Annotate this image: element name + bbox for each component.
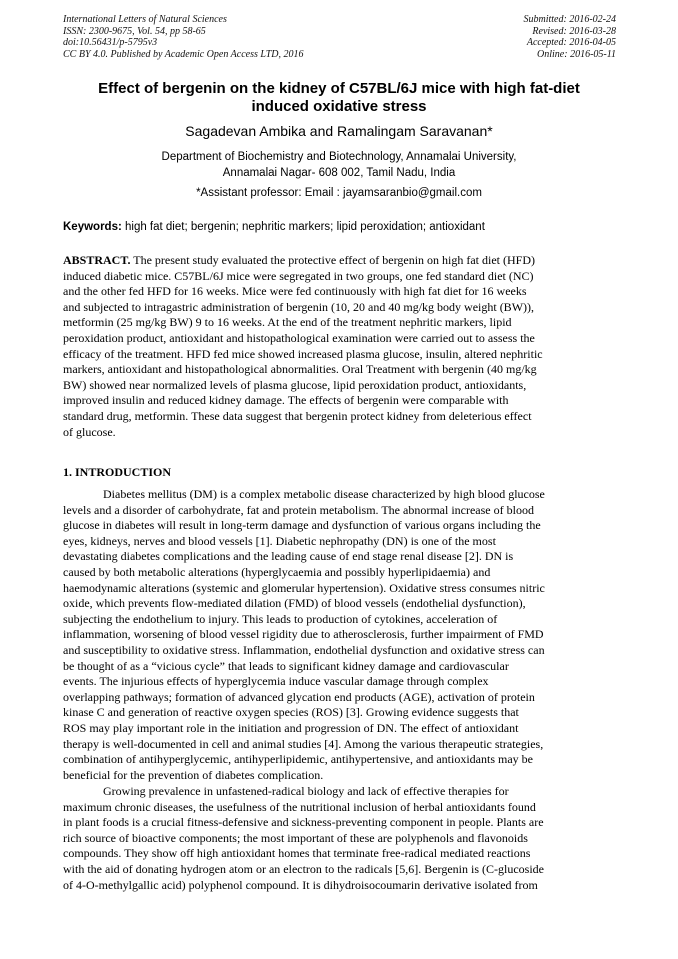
paragraph-line: ROS may play important role in the initiation and progression of DN. The effect of antioxidant: [63, 720, 519, 735]
paragraph-line: glucose in diabetes will result in long-term damage and dysfunction of various organs including the: [63, 518, 541, 533]
paragraph-line: combination of antihyperglycemic, antihyperlipidemic, antihypertensive, and antioxidants may be: [63, 752, 533, 767]
introduction-paragraph: [63, 487, 615, 783]
abstract-text: The present study evaluated the protective effect of bergenin on high fat diet (HFD): [130, 253, 536, 267]
abstract-line: [63, 253, 615, 269]
abstract: [63, 253, 615, 440]
paragraph-line: and susceptibility to oxidative stress. Inflammation, endothelial dysfunction and oxidative stress can: [63, 642, 545, 657]
paragraph-line: therapy is well-documented in cell and animal studies [4]. Among the various therapeutic strategies,: [63, 736, 544, 751]
abstract-line: markers, antioxidant and histopathological abnormalities. Oral Treatment with bergenin (40 mg/kg: [63, 362, 537, 377]
keywords-label: Keywords:: [63, 221, 122, 233]
abstract-line: metformin (25 mg/kg BW) 9 to 16 weeks. At the end of the treatment nephritic markers, lipid: [63, 315, 512, 330]
paragraph-line: compounds. They show off high antioxidant homes that terminate free-radical mediated reactions: [63, 846, 531, 861]
affiliation-line: Annamalai Nagar- 608 002, Tamil Nadu, India: [222, 167, 456, 179]
abstract-line: BW) showed near normalized levels of plasma glucose, lipid peroxidation product, antioxidants,: [63, 377, 527, 392]
revised-date: Revised: 2016-03-28: [532, 25, 616, 37]
paragraph-line: with the aid of donating hydrogen atom or an electron to the radicals [5,6]. Bergenin is (C-glucoside: [63, 861, 544, 876]
paragraph-line: subjecting the endothelium to injury. This leads to production of cytokines, acceleration of: [63, 611, 498, 626]
paragraph-line: Diabetes mellitus (DM) is a complex metabolic disease characterized by high blood glucose: [103, 487, 545, 501]
keywords: [63, 219, 615, 235]
affiliation: [63, 149, 615, 181]
license-line: CC BY 4.0. Published by Academic Open Access LTD, 2016: [63, 48, 304, 60]
abstract-line: peroxidation product, antioxidant and histopathological examination were carried out to assess the: [63, 330, 535, 345]
paragraph-line: rich source of bioactive components; the most important of these are polyphenols and flavonoids: [63, 830, 528, 845]
paragraph-line: maximum chronic diseases, the usefulness of the nutritional inclusion of herbal antioxidants found: [63, 799, 536, 814]
paragraph-line: oxide, which prevents flow-mediated dilation (FMD) of blood vessels (endothelial dysfunction),: [63, 596, 526, 611]
online-date: Online: 2016-05-11: [537, 48, 616, 60]
abstract-label: ABSTRACT.: [63, 253, 131, 267]
journal-info: [63, 14, 304, 60]
paragraph-line: eyes, kidneys, nerves and blood vessels [1]. Diabetic nephropathy (DN) is one of the most: [63, 533, 496, 548]
paragraph-line: caused by both metabolic alterations (hyperglycaemia and possibly hyperlipidaemia) and: [63, 564, 491, 579]
paragraph-line: haemodynamic alterations (systemic and glomerular hypertension). Oxidative stress consumes nitric: [63, 580, 545, 595]
abstract-line: and the other fed HFD for 16 weeks. Mice were fed continuously with high fat diet for 16 weeks: [63, 284, 527, 299]
paragraph-line: inflammation, worsening of blood vessel rigidity due to atherosclerosis, further impairment of FMD: [63, 627, 544, 642]
paper-title: [63, 80, 615, 116]
doi-line: doi:10.56431/p-5795v3: [63, 37, 158, 48]
paragraph-line: events. The injurious effects of hyperglycemia induce vascular damage through complex: [63, 674, 489, 689]
publication-dates: [524, 14, 617, 60]
paragraph-line: be thought of as a “vicious cycle” that leads to significant kidney damage and cardiovascular: [63, 658, 509, 673]
abstract-line: of glucose.: [63, 424, 116, 439]
paragraph-line: levels and a disorder of carbohydrate, fat and protein metabolism. The abnormal increase of blood: [63, 502, 534, 517]
keywords-text: high fat diet; bergenin; nephritic markers; lipid peroxidation; antioxidant: [121, 221, 485, 233]
paragraph-line: Growing prevalence in unfastened-radical biology and lack of effective therapies for: [103, 784, 509, 798]
submitted-date: Submitted: 2016-02-24: [523, 14, 616, 25]
affiliation-line: Department of Biochemistry and Biotechnology, Annamalai University,: [161, 151, 517, 163]
abstract-line: and subjected to intragastric administration of bergenin (10, 20 and 40 mg/kg body weight (BW)),: [63, 299, 535, 314]
title-line: Effect of bergenin on the kidney of C57BL/6J mice with high fat-diet: [98, 80, 580, 97]
section-heading-introduction: 1. INTRODUCTION: [63, 465, 172, 479]
paragraph-line: kinase C and generation of reactive oxygen species (ROS) [3]. Growing evidence suggests that: [63, 705, 519, 720]
author-list: Sagadevan Ambika and Ramalingam Saravanan*: [185, 123, 493, 139]
title-line: induced oxidative stress: [251, 98, 427, 115]
paragraph-line: of 4-O-methylgallic acid) polyphenol compound. It is dihydroisocoumarin derivative isolated from: [63, 877, 538, 892]
accepted-date: Accepted: 2016-04-05: [526, 37, 616, 48]
abstract-line: induced diabetic mice. C57BL/6J mice were segregated in two groups, one fed standard diet (NC): [63, 268, 534, 283]
abstract-line: standard drug, metformin. These data suggest that bergenin protect kidney from deleterious effect: [63, 408, 532, 423]
corresponding-author-email: *Assistant professor: Email : jayamsaranbio@gmail.com: [196, 187, 482, 199]
paragraph-line: in plant foods is a crucial fitness-defensive and sickness-preventing component in people. Plants are: [63, 815, 544, 830]
introduction-paragraph-2: [63, 784, 615, 893]
paragraph-line: beneficial for the prevention of diabetes complication.: [63, 767, 324, 782]
abstract-line: improved insulin and reduced kidney damage. The effects of bergenin were comparable with: [63, 393, 509, 408]
abstract-line: efficacy of the treatment. HFD fed mice showed increased plasma glucose, insulin, altered nephritic: [63, 346, 543, 361]
journal-name: International Letters of Natural Sciences: [63, 14, 227, 25]
paragraph-line: devastating diabetes complications and the leading cause of end stage renal disease [2]. DN is: [63, 549, 514, 564]
issn-line: ISSN: 2300-9675, Vol. 54, pp 58-65: [63, 25, 206, 37]
paragraph-line: overlapping pathways; formation of advanced glycation end products (AGE), activation of protein: [63, 689, 535, 704]
